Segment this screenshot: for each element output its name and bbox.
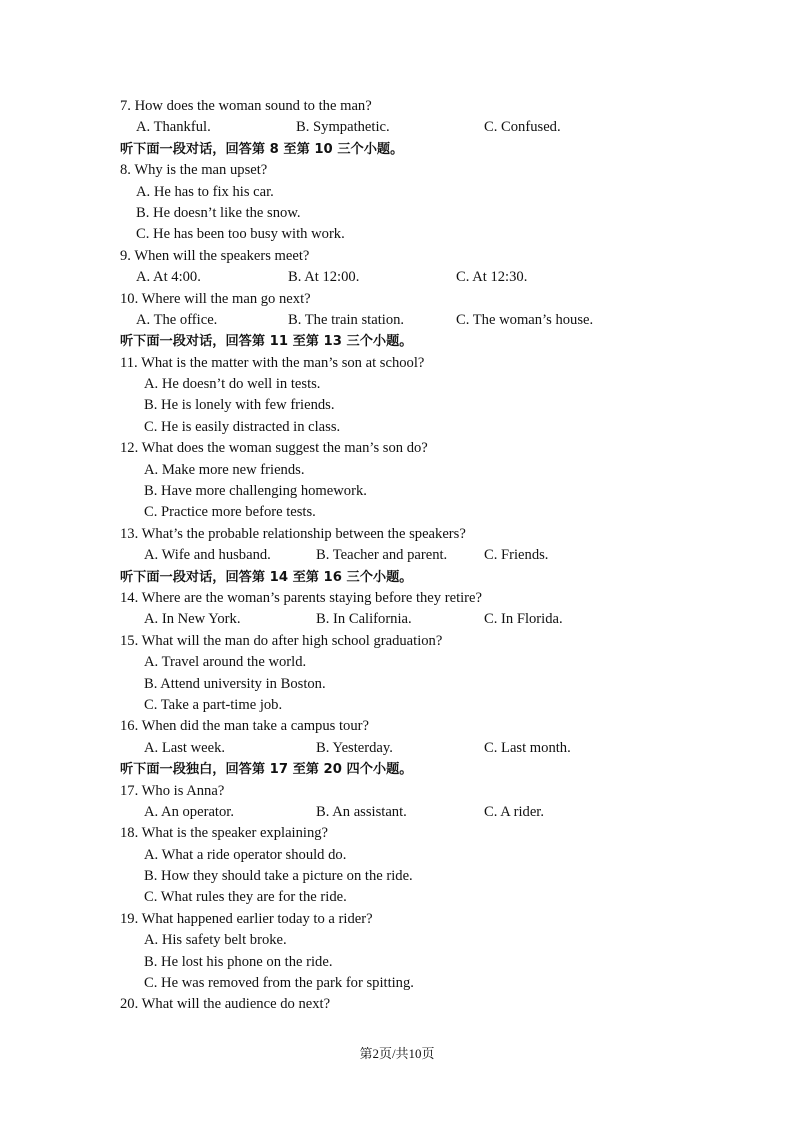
section-instruction: 听下面一段独白，回答第 17 至第 20 四个小题。	[120, 762, 413, 778]
answer-option: C. What rules they are for the ride.	[144, 889, 347, 906]
answer-option: A. What a ride operator should do.	[144, 846, 347, 863]
answer-options-row	[120, 117, 680, 138]
question-stem: 16. When did the man take a campus tour?	[120, 718, 369, 735]
answer-option: A. He has to fix his car.	[136, 183, 274, 200]
answer-option: A. Last week.	[144, 739, 226, 756]
answer-option: C. He was removed from the park for spitting.	[144, 975, 414, 992]
question-stem: 15. What will the man do after high school graduation?	[120, 632, 443, 649]
answer-option: B. Attend university in Boston.	[144, 675, 326, 692]
answer-option: B. At 12:00.	[288, 269, 360, 286]
answer-option: B. Have more challenging homework.	[144, 483, 367, 500]
question-stem: 14. Where are the woman’s parents staying before they retire?	[120, 589, 482, 606]
answer-option: B. He lost his phone on the ride.	[144, 953, 333, 970]
answer-option: C. He is easily distracted in class.	[144, 418, 341, 435]
answer-option: A. An operator.	[144, 803, 234, 820]
answer-option: A. Wife and husband.	[144, 547, 271, 564]
answer-option: A. At 4:00.	[136, 269, 201, 286]
answer-option: C. At 12:30.	[456, 269, 528, 286]
section-instruction: 听下面一段对话，回答第 11 至第 13 三个小题。	[120, 334, 413, 350]
answer-options-row	[120, 738, 680, 759]
page-footer: 第2页/共10页	[359, 1046, 435, 1061]
answer-option: C. Take a part-time job.	[144, 696, 283, 713]
answer-options-row	[120, 802, 680, 823]
answer-option: C. Friends.	[484, 547, 549, 564]
answer-option: A. His safety belt broke.	[144, 932, 287, 949]
question-stem: 7. How does the woman sound to the man?	[120, 98, 372, 114]
question-stem: 12. What does the woman suggest the man’s son do?	[120, 440, 428, 457]
answer-option: B. An assistant.	[316, 803, 407, 820]
answer-option: A. Thankful.	[136, 119, 211, 136]
answer-option: A. In New York.	[144, 611, 241, 628]
answer-option: B. How they should take a picture on the ride.	[144, 868, 413, 885]
answer-option: C. The woman’s house.	[456, 311, 594, 328]
question-stem: 17. Who is Anna?	[120, 782, 225, 799]
question-stem: 8. Why is the man upset?	[120, 162, 268, 179]
answer-options-row	[120, 310, 680, 331]
answer-option: A. The office.	[136, 311, 218, 328]
answer-option: C. Last month.	[484, 739, 571, 756]
question-stem: 19. What happened earlier today to a rider?	[120, 910, 373, 927]
answer-option: C. In Florida.	[484, 611, 563, 628]
question-stem: 10. Where will the man go next?	[120, 290, 311, 307]
answer-option: B. In California.	[316, 611, 412, 628]
answer-option: B. Sympathetic.	[296, 119, 390, 136]
question-stem: 18. What is the speaker explaining?	[120, 825, 329, 842]
answer-option: A. He doesn’t do well in tests.	[144, 376, 321, 393]
section-instruction: 听下面一段对话，回答第 14 至第 16 三个小题。	[120, 569, 413, 585]
question-list	[120, 96, 680, 1016]
answer-option: C. Confused.	[484, 119, 561, 136]
answer-option: C. Practice more before tests.	[144, 504, 316, 521]
answer-option: B. The train station.	[288, 311, 405, 328]
answer-option: C. He has been too busy with work.	[136, 226, 345, 243]
answer-options-row	[120, 267, 680, 288]
answer-option: B. Teacher and parent.	[316, 547, 448, 564]
question-stem: 9. When will the speakers meet?	[120, 247, 310, 264]
answer-option: B. He doesn’t like the snow.	[136, 204, 301, 221]
answer-options-row	[120, 609, 680, 630]
section-instruction: 听下面一段对话，回答第 8 至第 10 三个小题。	[120, 141, 404, 157]
answer-option: A. Travel around the world.	[144, 654, 307, 671]
answer-option: C. A rider.	[484, 803, 544, 820]
question-stem: 11. What is the matter with the man’s son at school?	[120, 354, 425, 371]
answer-option: B. Yesterday.	[316, 739, 393, 756]
question-stem: 20. What will the audience do next?	[120, 996, 331, 1013]
answer-options-row	[120, 545, 680, 566]
answer-option: B. He is lonely with few friends.	[144, 397, 335, 414]
question-stem: 13. What’s the probable relationship between the speakers?	[120, 525, 466, 542]
answer-option: A. Make more new friends.	[144, 461, 305, 478]
